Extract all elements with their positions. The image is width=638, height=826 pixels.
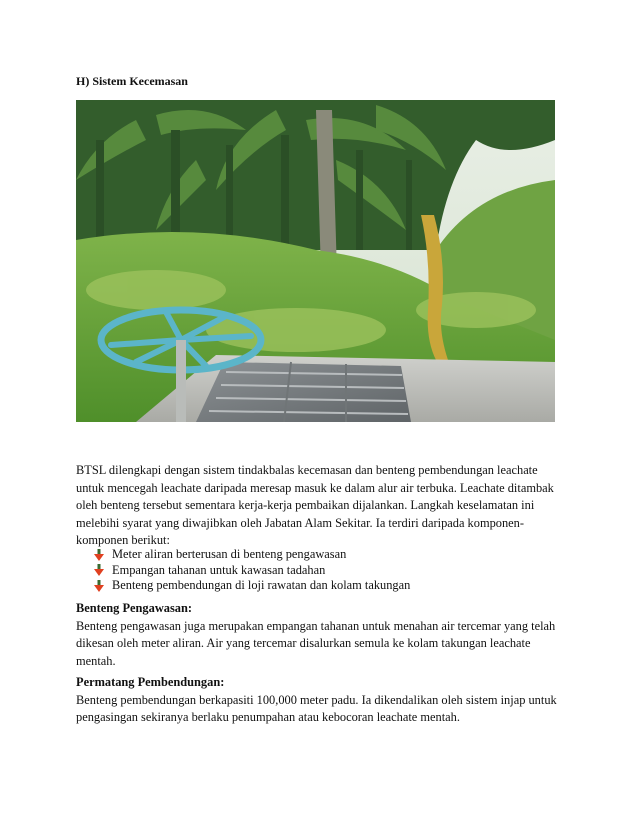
section-permatang-pembendungan: [76, 674, 566, 727]
intro-line: oleh benteng tersebut sementara kerja-kerja pembaikan dijalankan. Langkah keselamatan ini: [76, 498, 535, 513]
down-arrow-icon: [93, 580, 105, 592]
component-list: [93, 547, 410, 594]
list-item-text: Meter aliran berterusan di benteng pengawasan: [112, 547, 347, 561]
list-item: [93, 563, 410, 579]
intro-line: untuk mencegah leachate daripada meresap masuk ke dalam alur air terbuka. Leachate ditambak: [76, 480, 554, 495]
section-line: Benteng pembendungan berkapasiti 100,000 meter padu. Ia dikendalikan oleh sistem injap untuk: [76, 692, 557, 707]
section-benteng-pengawasan: [76, 600, 566, 670]
list-item-text: Empangan tahanan untuk kawasan tadahan: [112, 562, 326, 577]
section-line: Benteng pengawasan juga merupakan empangan tahanan untuk menahan air tercemar yang telah: [76, 618, 556, 633]
list-item: [93, 578, 410, 594]
section-heading: H) Sistem Kecemasan: [76, 74, 188, 88]
section-line: mentah.: [76, 653, 116, 668]
intro-paragraph: [76, 462, 566, 550]
intro-line: BTSL dilengkapi dengan sistem tindakbalas kecemasan dan benteng pembendungan leachate: [76, 463, 538, 477]
section-line: dikesan oleh meter aliran. Air yang tercemar disalurkan semula ke kolam takungan leachate: [76, 636, 531, 651]
intro-line: melebihi syarat yang diwajibkan oleh Jabatan Alam Sekitar. Ia terdiri daripada komponen-: [76, 515, 524, 530]
down-arrow-icon: [93, 564, 105, 576]
down-arrow-icon: [93, 549, 105, 561]
list-item-text: Benteng pembendungan di loji rawatan dan kolam takungan: [112, 578, 411, 593]
intro-line: komponen berikut:: [76, 533, 170, 548]
plantation-photo: [76, 100, 555, 422]
section-title: Benteng Pengawasan:: [76, 601, 192, 615]
section-title: Permatang Pembendungan:: [76, 675, 225, 689]
photo-illustration: [76, 100, 555, 422]
list-item: [93, 547, 410, 563]
section-line: pengasingan sekiranya berlaku penumpahan atau kebocoran leachate mentah.: [76, 710, 460, 725]
